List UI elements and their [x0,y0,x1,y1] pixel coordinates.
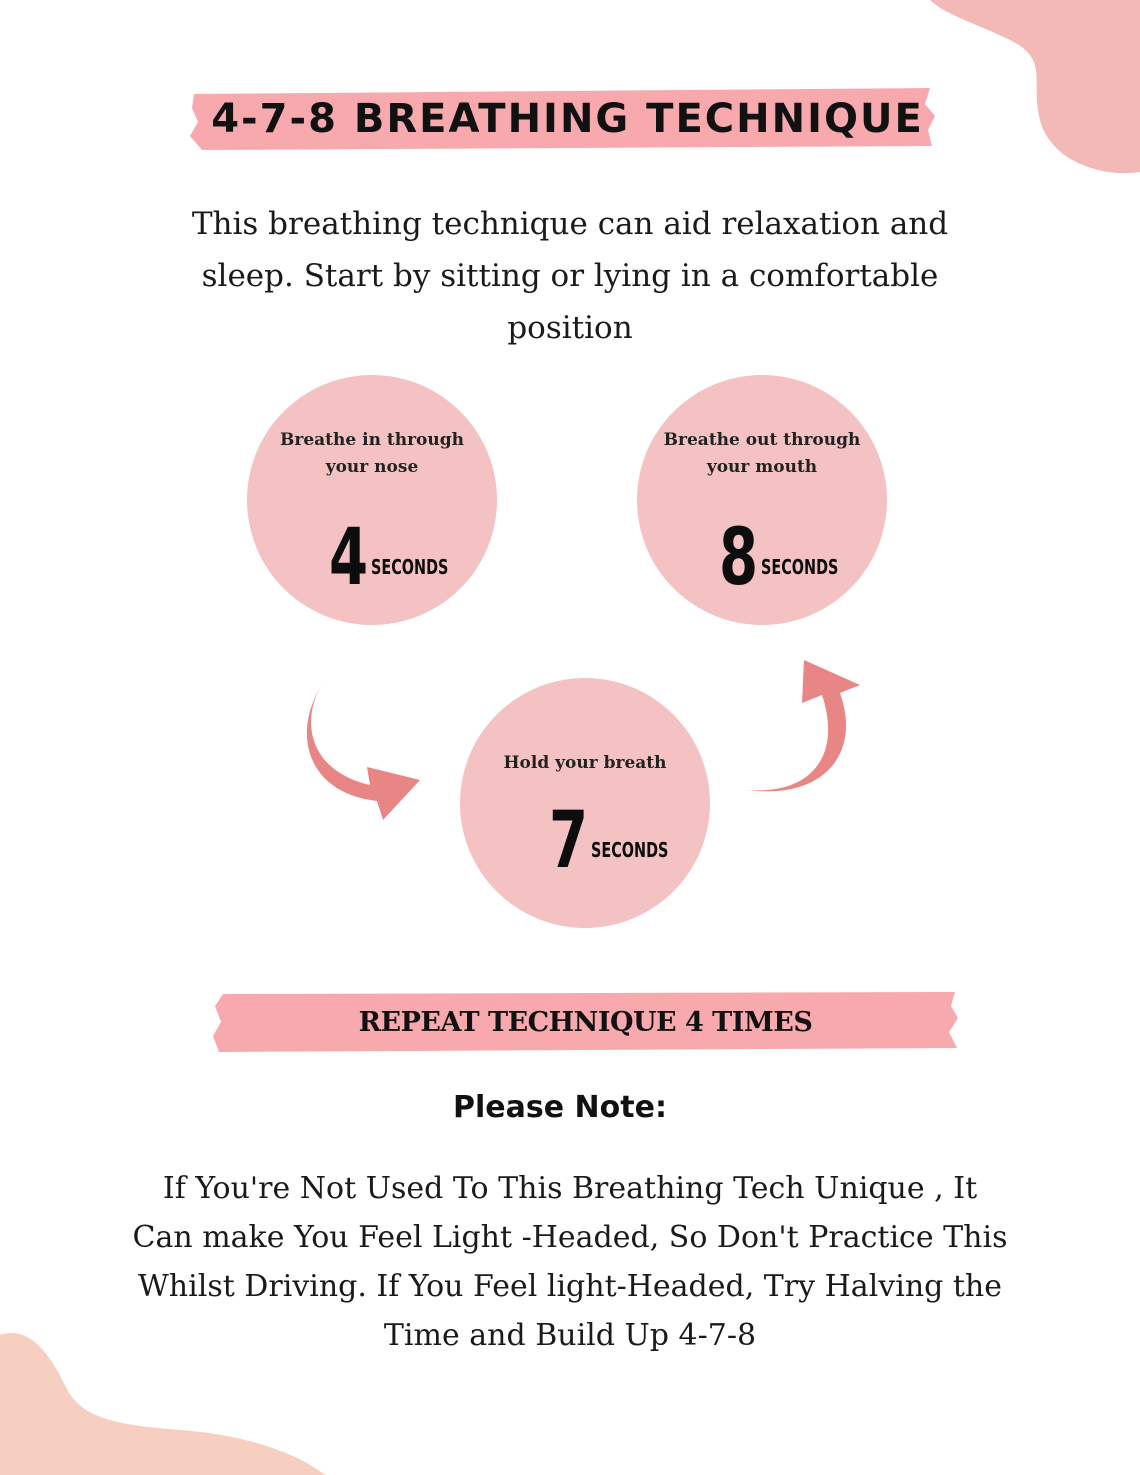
repeat-banner [213,990,958,1054]
step-seconds-unit: SECONDS [761,555,839,579]
title-banner [190,86,935,152]
curved-arrow-up-right-icon [742,655,867,800]
step-circle-hold [460,678,710,928]
step-circle-inhale [247,375,497,625]
repeat-text: REPEAT TECHNIQUE 4 TIMES [358,1006,813,1038]
step-seconds-value: 8 [719,513,759,603]
intro-text: This breathing technique can aid relaxation and sleep. Start by sitting or lying in a comfortable position [191,206,949,346]
step-label: Breathe out through your mouth [663,430,861,477]
step-label: Breathe in through your nose [280,430,464,477]
corner-blob-top-right [930,0,1140,180]
step-seconds-value: 7 [549,796,589,886]
step-seconds-value: 4 [329,513,369,603]
note-body: If You're Not Used To This Breathing Tech Unique , It Can make You Feel Light -Headed, So Don't Practice This Whilst Driving. If You Feel light-Headed, Try Halving the Time and Build Up 4-7-8 [132,1171,1008,1353]
note-heading: Please Note: [453,1090,667,1125]
step-label: Hold your breath [503,753,667,773]
step-circle-exhale [637,375,887,625]
step-seconds-unit: SECONDS [371,555,449,579]
curved-arrow-down-right-icon [295,675,425,825]
step-seconds-unit: SECONDS [591,838,669,862]
page-title: 4-7-8 BREATHING TECHNIQUE [211,96,924,142]
